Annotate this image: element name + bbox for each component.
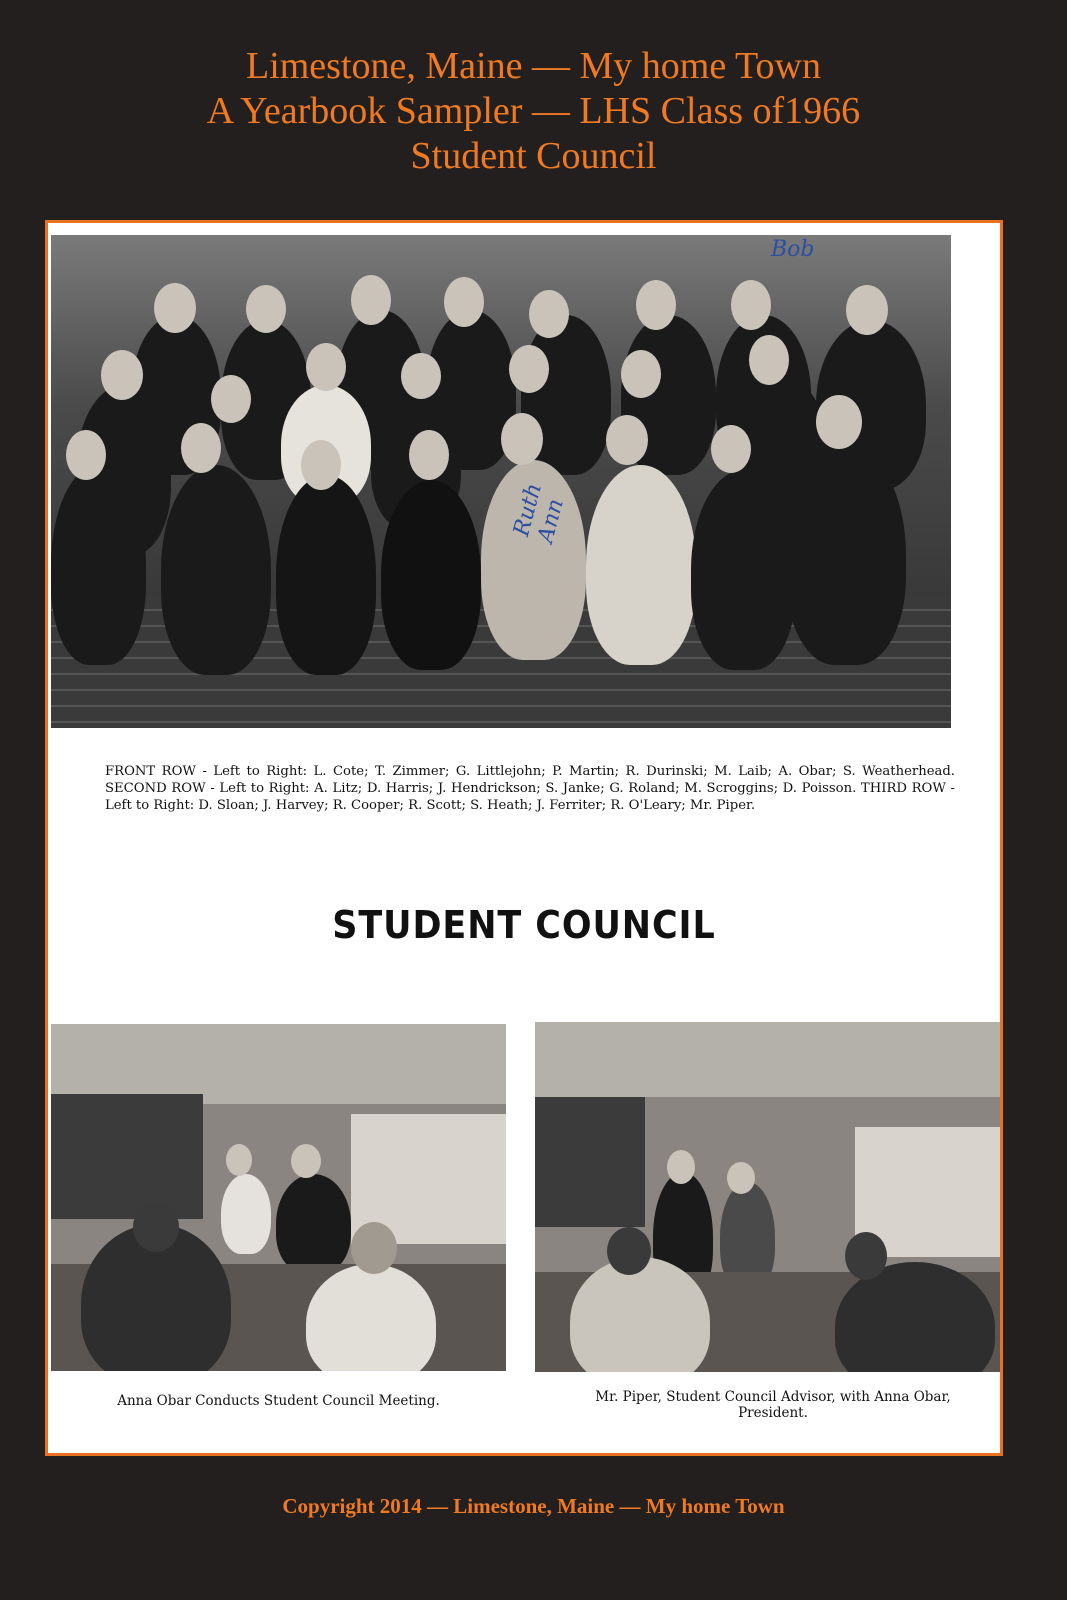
header-subtitle: A Yearbook Sampler — LHS Class of1966 bbox=[206, 90, 861, 132]
meeting-photo bbox=[51, 1024, 506, 1371]
yearbook-page bbox=[45, 220, 1003, 1456]
signature-bob: Bob bbox=[771, 237, 815, 262]
signature-ruth-ann: Ruth Ann bbox=[509, 480, 569, 546]
meeting-photo-caption: Anna Obar Conducts Student Council Meeting. bbox=[117, 1393, 440, 1409]
page-title: STUDENT COUNCIL bbox=[332, 903, 716, 947]
page-header bbox=[0, 44, 1067, 179]
header-title: Limestone, Maine — My home Town bbox=[245, 45, 821, 87]
group-photo-caption: FRONT ROW - Left to Right: L. Cote; T. Zimmer; G. Littlejohn; P. Martin; R. Durinski; M. Laib; A. Obar; S. Weatherhead. SECOND ROW - Left to Right: A. Litz; D. Harris; J. Hendrickson; S. Janke; G. Roland; M. Scroggins; D. Poisson. THIRD ROW - Left to Right: D. Sloan; J. Harvey; R. Cooper; R. Scott; S. Heath; J. Ferriter; R. O'Leary; Mr. Piper. bbox=[105, 764, 955, 813]
advisor-photo bbox=[535, 1022, 1001, 1372]
copyright-footer: Copyright 2014 — Limestone, Maine — My home Town bbox=[282, 1494, 785, 1518]
advisor-photo-caption: Mr. Piper, Student Council Advisor, with Anna Obar, President. bbox=[595, 1389, 951, 1421]
group-photo bbox=[51, 235, 951, 728]
header-section: Student Council bbox=[410, 135, 657, 177]
